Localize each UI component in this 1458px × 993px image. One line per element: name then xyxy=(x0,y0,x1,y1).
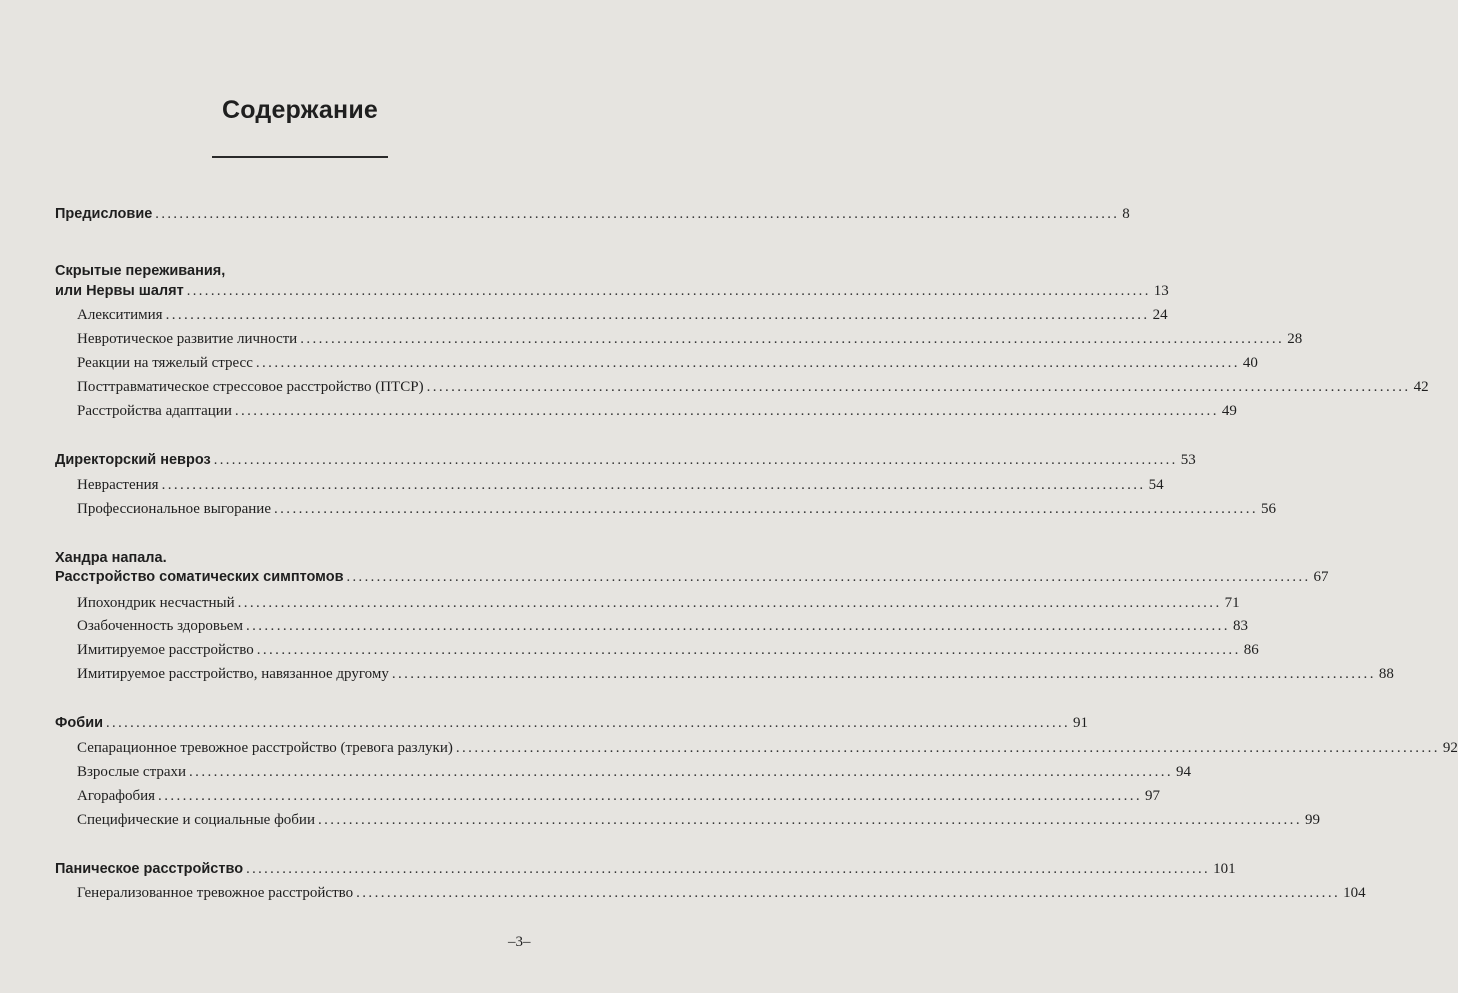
toc-section[interactable] xyxy=(77,593,1240,613)
toc-section[interactable] xyxy=(77,305,1168,325)
dot-leader: ................................................................................................................................................................ xyxy=(317,812,1302,828)
toc-entry-title: Фобии xyxy=(55,715,104,731)
toc-section[interactable] xyxy=(77,786,1161,806)
toc-page-number: 67 xyxy=(1313,569,1329,585)
toc-page-number: 88 xyxy=(1378,666,1394,682)
toc-entry-title: Паническое расстройство xyxy=(55,861,244,877)
toc-page-number: 13 xyxy=(1153,283,1169,299)
toc-entry-title: Директорский невроз xyxy=(55,452,211,468)
toc-chapter-phobias[interactable] xyxy=(55,713,1089,733)
toc-page-number: 54 xyxy=(1148,477,1164,493)
toc-chapter-hidden-feelings[interactable] xyxy=(55,281,1169,301)
toc-section[interactable] xyxy=(77,762,1192,782)
toc-entry-title: Предисловие xyxy=(55,206,153,222)
toc-page-number: 99 xyxy=(1304,812,1320,828)
toc-entry-title: Имитируемое расстройство xyxy=(77,642,254,658)
dot-leader: ................................................................................................................................................................ xyxy=(356,885,1341,901)
toc-page-number: 56 xyxy=(1261,501,1276,517)
toc-page-number: 49 xyxy=(1221,403,1237,419)
toc-section[interactable] xyxy=(77,738,1458,758)
toc-section[interactable] xyxy=(77,499,1276,519)
toc-chapter-somatic[interactable] xyxy=(55,567,1329,587)
toc-chapter-preface[interactable] xyxy=(55,204,1130,224)
toc-page-number: 101 xyxy=(1213,861,1236,877)
toc-entry-title: Реакции на тяжелый стресс xyxy=(77,355,253,371)
dot-leader: ................................................................................................................................................................ xyxy=(165,307,1150,323)
toc-page-number: 53 xyxy=(1180,452,1196,468)
dot-leader: ................................................................................................................................................................ xyxy=(213,452,1178,468)
toc-entry-title: Расстройство соматических симптомов xyxy=(55,569,344,585)
dot-leader: ................................................................................................................................................................ xyxy=(245,618,1230,634)
dot-leader: ................................................................................................................................................................ xyxy=(346,569,1311,585)
dot-leader: ................................................................................................................................................................ xyxy=(391,666,1376,682)
page-number-footer: –3– xyxy=(508,934,531,950)
toc-entry-title: Агорафобия xyxy=(77,788,156,804)
dot-leader: ................................................................................................................................................................ xyxy=(106,715,1071,731)
toc-page-number: 86 xyxy=(1243,642,1259,658)
dot-leader: ................................................................................................................................................................ xyxy=(255,355,1240,371)
dot-leader: ................................................................................................................................................................ xyxy=(158,788,1143,804)
toc-chapter-director-neurosis[interactable] xyxy=(55,450,1196,470)
toc-entry-title: Взрослые страхи xyxy=(77,764,187,780)
dot-leader: ................................................................................................................................................................ xyxy=(155,206,1120,222)
page-title: Содержание xyxy=(221,96,379,124)
toc-entry-title: Профессиональное выгорание xyxy=(77,501,271,517)
dot-leader: ................................................................................................................................................................ xyxy=(189,764,1174,780)
toc-page-number: 24 xyxy=(1152,307,1168,323)
toc-section[interactable] xyxy=(77,810,1320,830)
title-underline xyxy=(212,156,388,158)
toc-section[interactable] xyxy=(77,329,1303,349)
dot-leader: ................................................................................................................................................................ xyxy=(256,642,1241,658)
toc-entry-title: Имитируемое расстройство, навязанное другому xyxy=(77,666,389,682)
toc-page-number: 94 xyxy=(1176,764,1192,780)
dot-leader: ................................................................................................................................................................ xyxy=(237,595,1222,611)
toc-entry-title: Алекситимия xyxy=(77,307,163,323)
toc-chapter-panic[interactable] xyxy=(55,859,1236,879)
toc-section[interactable] xyxy=(77,401,1237,421)
toc-page-number: 92 xyxy=(1442,740,1458,756)
dot-leader: ................................................................................................................................................................ xyxy=(186,283,1151,299)
toc-page-number: 97 xyxy=(1145,788,1161,804)
toc-chapter-title-line: Скрытые переживания, xyxy=(55,263,226,279)
toc-entry-title: Расстройства адаптации xyxy=(77,403,232,419)
toc-section[interactable] xyxy=(77,883,1366,903)
toc-page-number: 28 xyxy=(1287,331,1303,347)
dot-leader: ................................................................................................................................................................ xyxy=(274,501,1258,517)
toc-page-number: 104 xyxy=(1343,885,1366,901)
toc-chapter-title-line: Хандра напала. xyxy=(55,550,167,566)
toc-section[interactable] xyxy=(77,377,1429,397)
toc-section[interactable] xyxy=(77,353,1258,373)
dot-leader: ................................................................................................................................................................ xyxy=(234,403,1219,419)
dot-leader: ................................................................................................................................................................ xyxy=(426,379,1411,395)
toc-page-number: 42 xyxy=(1413,379,1429,395)
dot-leader: ................................................................................................................................................................ xyxy=(455,740,1440,756)
toc-section[interactable] xyxy=(77,640,1259,660)
toc-entry-title: Озабоченность здоровьем xyxy=(77,618,243,634)
toc-entry-title: или Нервы шалят xyxy=(55,283,184,299)
toc-entry-title: Специфические и социальные фобии xyxy=(77,812,315,828)
toc-page-number: 71 xyxy=(1224,595,1240,611)
toc-entry-title: Сепарационное тревожное расстройство (тревога разлуки) xyxy=(77,740,453,756)
dot-leader: ................................................................................................................................................................ xyxy=(246,861,1211,877)
toc-page-number: 40 xyxy=(1242,355,1258,371)
toc-section[interactable] xyxy=(77,616,1248,636)
dot-leader: ................................................................................................................................................................ xyxy=(161,477,1146,493)
toc-entry-title: Ипохондрик несчастный xyxy=(77,595,235,611)
toc-section[interactable] xyxy=(77,664,1394,684)
toc-entry-title: Генерализованное тревожное расстройство xyxy=(77,885,354,901)
toc-page-number: 8 xyxy=(1122,206,1130,222)
toc-section[interactable] xyxy=(77,475,1164,495)
toc-entry-title: Неврастения xyxy=(77,477,159,493)
dot-leader: ................................................................................................................................................................ xyxy=(300,331,1285,347)
toc-entry-title: Невротическое развитие личности xyxy=(77,331,298,347)
toc-page-number: 83 xyxy=(1232,618,1248,634)
toc-entry-title: Посттравматическое стрессовое расстройство (ПТСР) xyxy=(77,379,424,395)
toc-page-number: 91 xyxy=(1073,715,1089,731)
